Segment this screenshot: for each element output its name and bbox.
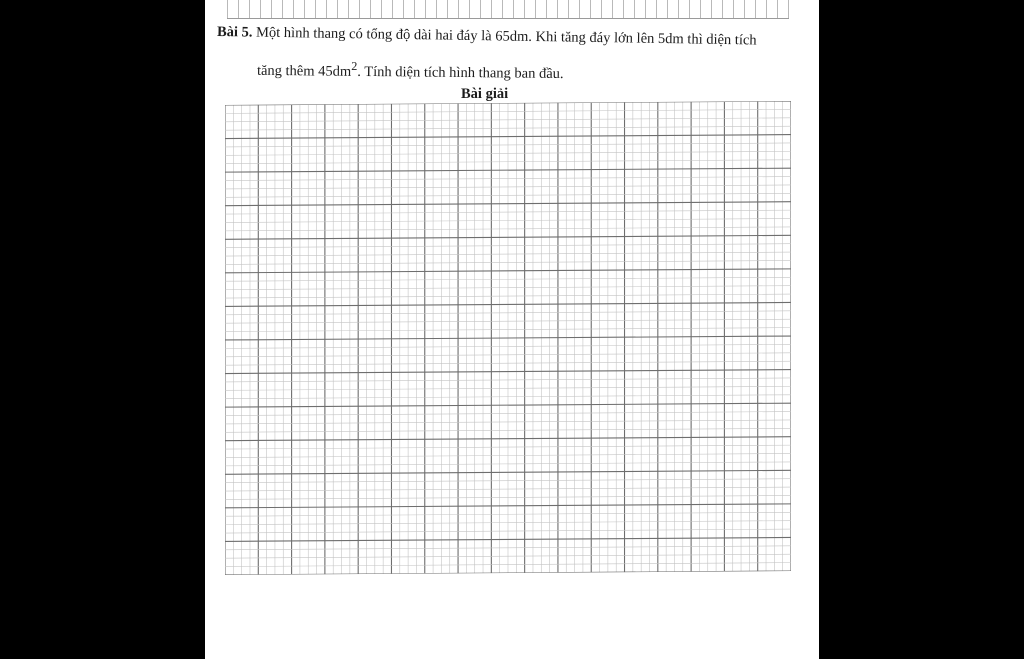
answer-grid[interactable] [225,101,791,575]
problem-text-2a: tăng thêm 45dm [256,62,352,80]
previous-grid-edge [227,0,789,19]
problem-statement-line-2 [257,58,564,83]
solution-heading: Bài giải [461,86,509,102]
superscript-2: 2 [351,58,358,74]
problem-text-1: Một hình thang có tổng độ dài hai đáy là 65dm. Khi tăng đáy lớn lên 5dm thì diện tích [255,24,757,49]
problem-number: Bài 5. [216,24,253,41]
problem-text-2b: . Tính diện tích hình thang ban đầu. [357,63,564,83]
problem-statement-line-1 [217,24,817,50]
worksheet-page [205,0,819,659]
